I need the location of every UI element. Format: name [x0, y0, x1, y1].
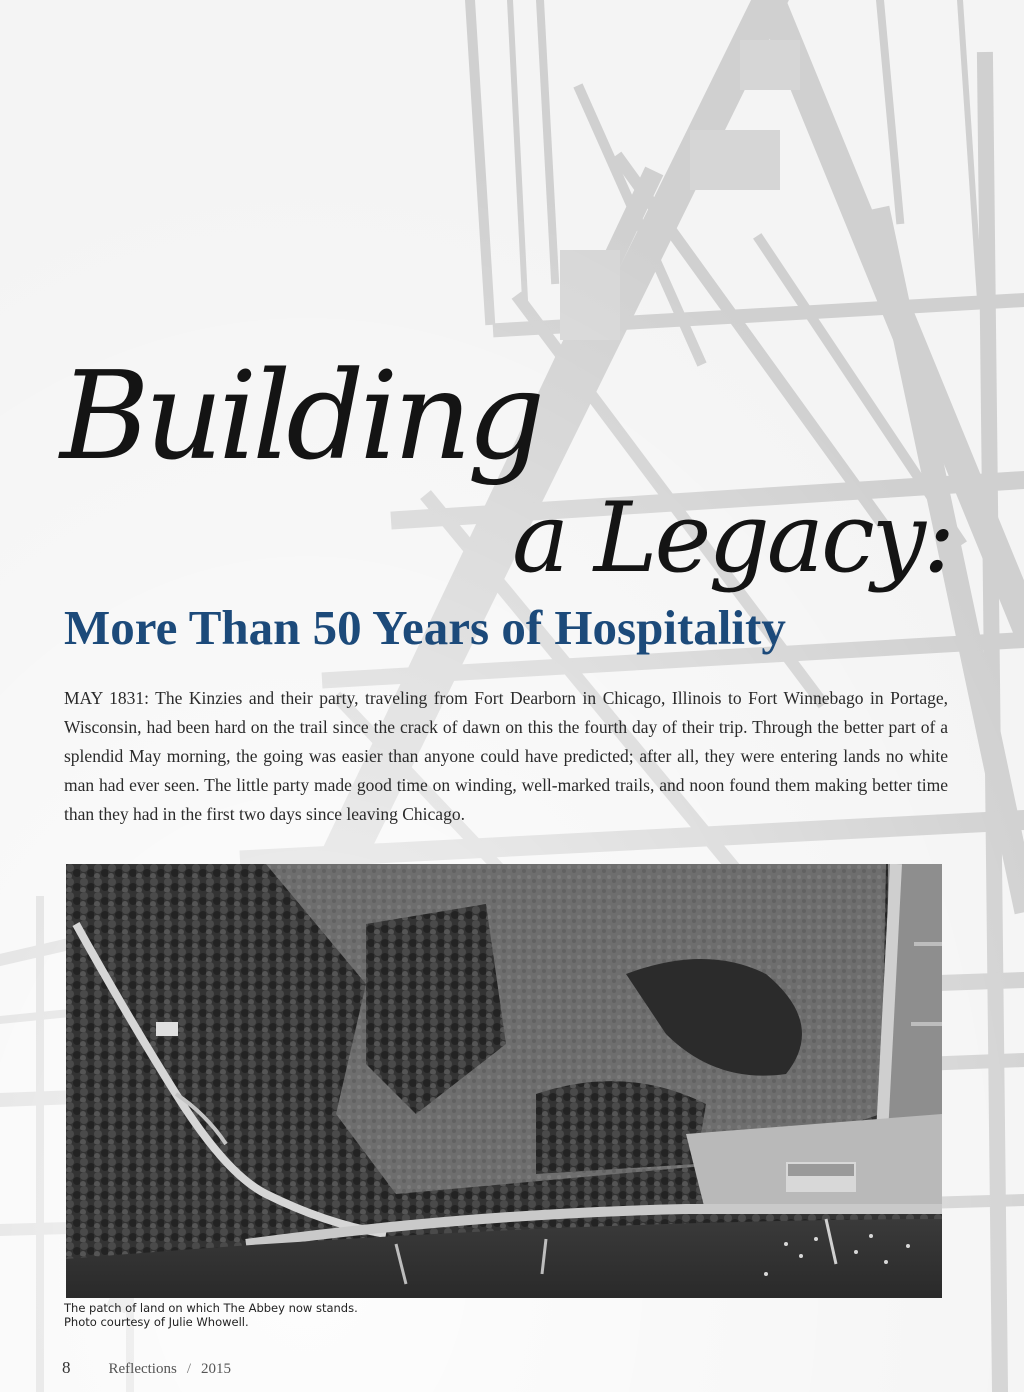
aerial-photo	[66, 864, 942, 1298]
intro-paragraph: MAY 1831: The Kinzies and their party, traveling from Fort Dearborn in Chicago, Illinois to Fort Winnebago in Portage, Wisconsin, had been hard on the trail since the crack of dawn on this the fourth day of their trip. Through the better part of a splendid May morning, the going was easier than anyone could have predicted; after all, they were entering lands no white man had ever seen. The little party made good time on winding, well-marked trails, and noon found them making better time than they had in the first two days since leaving Chicago.	[64, 688, 948, 824]
publication-year: 2015	[201, 1361, 231, 1377]
aerial-photo-image	[66, 864, 942, 1298]
caption-line-1: The patch of land on which The Abbey now stands.	[64, 1301, 358, 1315]
photo-caption	[64, 1301, 564, 1329]
title-line-1: Building	[60, 345, 541, 487]
page-footer	[62, 1358, 231, 1378]
caption-line-2: Photo courtesy of Julie Whowell.	[64, 1315, 249, 1329]
page-number: 8	[62, 1358, 71, 1377]
footer-separator: /	[186, 1361, 191, 1377]
publication-name: Reflections	[108, 1361, 177, 1377]
subtitle: More Than 50 Years of Hospitality	[64, 600, 786, 655]
title-line-2: a Legacy:	[512, 482, 953, 594]
